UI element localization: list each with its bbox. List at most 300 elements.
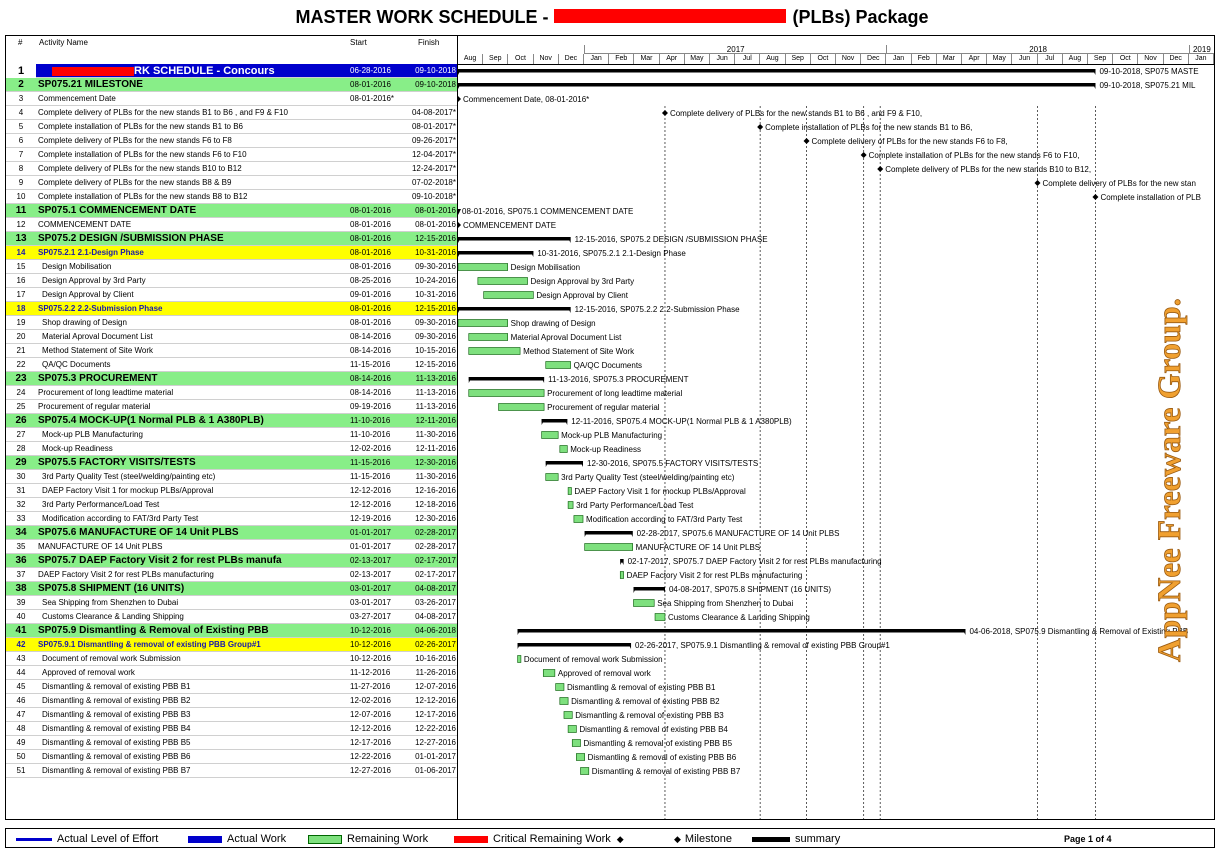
- finish-date: 09-10-2018*: [411, 192, 456, 201]
- activity-row[interactable]: [6, 680, 457, 694]
- schedule-title: [0, 0, 1224, 34]
- finish-date: 08-01-2017*: [411, 122, 456, 131]
- finish-date: 03-26-2017: [415, 598, 456, 607]
- bar-label: MANUFACTURE OF 14 Unit PLBS: [635, 543, 761, 552]
- finish-date: 10-16-2016: [415, 654, 456, 663]
- bar-label: Shop drawing of Design: [510, 319, 596, 328]
- activity-row[interactable]: [6, 92, 457, 106]
- start-date: 12-12-2016: [350, 724, 391, 733]
- activity-row[interactable]: [6, 624, 457, 638]
- bar-label: 04-06-2018, SP075.9 Dismantling & Removal of Existing PBB: [969, 627, 1189, 636]
- activity-row[interactable]: [6, 484, 457, 498]
- finish-date: 09-30-2016: [415, 262, 456, 271]
- bar-label: DAEP Factory Visit 1 for mockup PLBs/Approval: [574, 487, 746, 496]
- milestone-diamond[interactable]: [662, 110, 668, 116]
- finish-date: 04-08-2017: [415, 612, 456, 621]
- start-date: 12-27-2016: [350, 766, 391, 775]
- legend-milestone-label: Milestone: [684, 833, 732, 845]
- finish-date: 10-31-2016: [415, 290, 456, 299]
- row-number: 26: [15, 415, 27, 426]
- timeline-month: Nov: [836, 54, 861, 64]
- bar-label: 09-10-2018, SP075 MASTE: [1099, 67, 1199, 76]
- activity-row[interactable]: [6, 554, 457, 568]
- column-number-header[interactable]: #: [18, 38, 23, 47]
- row-number: 5: [18, 122, 24, 131]
- activity-name: Complete installation of PLBs for the new stands B8 to B12: [38, 192, 248, 201]
- bar-label: Sea Shipping from Shenzhen to Dubai: [657, 599, 794, 608]
- activity-row[interactable]: [6, 610, 457, 624]
- activity-row[interactable]: [6, 372, 457, 386]
- start-date: 08-01-2016*: [350, 94, 395, 103]
- activity-name: MANUFACTURE OF 14 Unit PLBS: [38, 542, 163, 551]
- start-date: 08-01-2016: [350, 80, 391, 89]
- summary-bar[interactable]: [458, 83, 1095, 87]
- activity-name: Dismantling & removal of existing PBB B7: [42, 766, 191, 775]
- timeline-month: Dec: [559, 54, 584, 64]
- summary-bar[interactable]: [458, 237, 571, 241]
- activity-row[interactable]: [6, 568, 457, 582]
- row-number: 41: [15, 625, 27, 636]
- bar-label: 12-11-2016, SP075.4 MOCK-UP(1 Normal PLB & 1 A380PLB): [571, 417, 792, 426]
- finish-date: 08-01-2016: [415, 206, 456, 215]
- finish-date: 09-30-2016: [415, 332, 456, 341]
- activity-row[interactable]: [6, 260, 457, 274]
- row-number: 9: [18, 178, 24, 187]
- timeline-month: Aug: [760, 54, 785, 64]
- row-number: 13: [15, 233, 27, 244]
- start-date: 09-19-2016: [350, 402, 391, 411]
- remaining-work-bar[interactable]: [469, 334, 508, 341]
- activity-row[interactable]: [6, 232, 457, 246]
- activity-name: Design Mobilisation: [42, 262, 112, 271]
- remaining-work-bar[interactable]: [620, 572, 623, 579]
- activity-row[interactable]: [6, 204, 457, 218]
- activity-row[interactable]: [6, 218, 457, 232]
- legend-critical-remaining-swatch: [454, 836, 488, 843]
- timeline-month: Nov: [1138, 54, 1163, 64]
- remaining-work-bar[interactable]: [518, 656, 521, 663]
- activity-name: SP075.9 Dismantling & Removal of Existing PBB: [38, 625, 269, 636]
- finish-date: 10-31-2016: [415, 248, 456, 257]
- bar-label: Dismantling & removal of existing PBB B2: [571, 697, 720, 706]
- legend: [5, 828, 1215, 848]
- activity-name: Complete installation of PLBs for the new stands F6 to F10: [38, 150, 247, 159]
- bar-label: 08-01-2016, SP075.1 COMMENCEMENT DATE: [462, 207, 634, 216]
- activity-name: Dismantling & removal of existing PBB B6: [42, 752, 191, 761]
- finish-date: 09-26-2017*: [411, 136, 456, 145]
- activity-row[interactable]: [6, 582, 457, 596]
- column-finish-header[interactable]: Finish: [418, 38, 440, 47]
- timeline-month: Sep: [786, 54, 811, 64]
- start-date: 08-01-2016: [350, 304, 391, 313]
- summary-bar[interactable]: [634, 587, 665, 591]
- bar-label: 11-13-2016, SP075.3 PROCUREMENT: [548, 375, 689, 384]
- remaining-work-bar[interactable]: [546, 474, 558, 481]
- timeline-month: Jun: [710, 54, 735, 64]
- activity-row[interactable]: [6, 120, 457, 134]
- summary-bar[interactable]: [469, 377, 544, 381]
- finish-date: 12-17-2016: [415, 710, 456, 719]
- timeline-month: Jan: [886, 54, 911, 64]
- finish-date: 02-17-2017: [415, 556, 456, 565]
- start-date: 11-15-2016: [350, 360, 391, 369]
- bar-label: 02-17-2017, SP075.7 DAEP Factory Visit 2 for rest PLBs manufacturing: [627, 557, 882, 566]
- activity-name: DAEP Factory Visit 1 for mockup PLBs/Approval: [42, 486, 214, 495]
- activity-row[interactable]: [6, 694, 457, 708]
- activity-name: SP075.2.1 2.1-Design Phase: [38, 248, 144, 257]
- bar-label: Commencement Date, 08-01-2016*: [463, 95, 590, 104]
- row-number: 34: [15, 527, 27, 538]
- bar-label: Dismantling & removal of existing PBB B1: [566, 683, 716, 692]
- row-number: 18: [16, 304, 26, 313]
- bar-label: 04-08-2017, SP075.8 SHIPMENT (16 UNITS): [668, 585, 832, 594]
- activity-row[interactable]: [6, 274, 457, 288]
- row-number: 28: [16, 444, 26, 453]
- activity-row[interactable]: [6, 162, 457, 176]
- summary-bar[interactable]: [546, 461, 583, 465]
- remaining-work-bar[interactable]: [556, 684, 564, 691]
- finish-date: 12-11-2016: [415, 416, 456, 425]
- activity-row[interactable]: [6, 428, 457, 442]
- bar-label: Complete installation of PLBs for the new stands B1 to B6,: [765, 123, 973, 132]
- activity-name: Complete delivery of PLBs for the new stands B8 & B9: [38, 178, 232, 187]
- bar-label: 3rd Party Quality Test (steel/welding/painting etc): [561, 473, 735, 482]
- column-activity-header[interactable]: Activity Name: [39, 38, 88, 47]
- redaction-mark: [554, 9, 786, 23]
- bar-label: 12-15-2016, SP075.2.2 2.2-Submission Phase: [574, 305, 740, 314]
- summary-bar[interactable]: [458, 307, 571, 311]
- activity-row[interactable]: [6, 736, 457, 750]
- milestone-diamond[interactable]: [877, 166, 883, 172]
- activity-name: Dismantling & removal of existing PBB B4: [42, 724, 191, 733]
- finish-date: 02-28-2017: [415, 528, 456, 537]
- row-number: 16: [16, 276, 26, 285]
- page-indicator: Page 1 of 4: [1064, 834, 1112, 844]
- legend-actual-effort-swatch: [16, 838, 52, 841]
- legend-summary-swatch: [752, 837, 790, 842]
- activity-row[interactable]: [6, 652, 457, 666]
- activity-name: Shop drawing of Design: [42, 318, 127, 327]
- finish-date: 12-11-2016: [415, 444, 456, 453]
- activity-row[interactable]: [6, 470, 457, 484]
- activity-name: SP075.9.1 Dismantling & removal of existing PBB Group#1: [38, 640, 261, 649]
- row-number: 49: [16, 738, 26, 747]
- activity-row[interactable]: [6, 246, 457, 260]
- row-number: 24: [16, 388, 26, 397]
- legend-actual-effort-label: Actual Level of Effort: [57, 833, 159, 845]
- activity-name: QA/QC Documents: [42, 360, 111, 369]
- remaining-work-bar[interactable]: [568, 502, 573, 509]
- activity-name: Design Approval by 3rd Party: [42, 276, 146, 285]
- activity-row[interactable]: [6, 358, 457, 372]
- remaining-work-bar[interactable]: [572, 740, 580, 747]
- bar-label: Design Approval by Client: [536, 291, 628, 300]
- activity-row[interactable]: [6, 708, 457, 722]
- finish-date: 09-10-2018: [415, 80, 456, 89]
- activity-name: Complete delivery of PLBs for the new stands F6 to F8: [38, 136, 232, 145]
- row-number: 36: [15, 555, 27, 566]
- remaining-work-bar[interactable]: [469, 348, 520, 355]
- activity-name: Complete delivery of PLBs for the new stands B10 to B12: [38, 164, 242, 173]
- activity-row[interactable]: [6, 414, 457, 428]
- activity-name: SP075.8 SHIPMENT (16 UNITS): [38, 583, 185, 594]
- start-date: 11-27-2016: [350, 682, 391, 691]
- bar-label: 12-30-2016, SP075.5 FACTORY VISITS/TESTS: [587, 459, 759, 468]
- finish-date: 02-17-2017: [415, 570, 456, 579]
- bar-label: Method Statement of Site Work: [523, 347, 635, 356]
- row-number: 43: [16, 654, 26, 663]
- start-date: 12-19-2016: [350, 514, 391, 523]
- row-number: 44: [16, 668, 26, 677]
- row-number: 48: [16, 724, 26, 733]
- start-date: 03-01-2017: [350, 584, 391, 593]
- title-prefix: MASTER WORK SCHEDULE -: [295, 7, 554, 27]
- activity-name: SP075.7 DAEP Factory Visit 2 for rest PLBs manufa: [38, 555, 282, 566]
- activity-row[interactable]: [6, 498, 457, 512]
- row-number: 38: [15, 583, 27, 594]
- bar-label: Modification according to FAT/3rd Party Test: [586, 515, 743, 524]
- bar-label: Complete delivery of PLBs for the new stands B1 to B6 , and F9 & F10,: [669, 109, 923, 118]
- legend-remaining-work-swatch: [308, 835, 342, 844]
- milestone-diamond[interactable]: [861, 152, 867, 158]
- row-number: 39: [16, 598, 26, 607]
- bar-label: Material Aproval Document List: [510, 333, 622, 342]
- start-date: 08-14-2016: [350, 374, 391, 383]
- bar-label: Procurement of long leadtime material: [547, 389, 683, 398]
- activity-row[interactable]: [6, 386, 457, 400]
- timeline-month: Jan: [584, 54, 609, 64]
- start-date: 06-28-2016: [350, 66, 391, 75]
- row-number: 22: [16, 360, 26, 369]
- timeline-month: Aug: [1063, 54, 1088, 64]
- finish-date: 08-01-2016: [415, 220, 456, 229]
- title-suffix: (PLBs) Package: [787, 7, 929, 27]
- timeline-month: Jun: [1012, 54, 1037, 64]
- remaining-work-bar[interactable]: [478, 278, 528, 285]
- timeline-month: Oct: [811, 54, 836, 64]
- finish-date: 10-24-2016: [415, 276, 456, 285]
- finish-date: 12-15-2016: [415, 360, 456, 369]
- remaining-work-bar[interactable]: [546, 362, 571, 369]
- row-number: 1: [6, 64, 36, 78]
- bar-label: Complete delivery of PLBs for the new stands B10 to B12,: [885, 165, 1092, 174]
- watermark-text: AppNee Freeware Group.: [1152, 298, 1188, 662]
- legend-summary-label: summary: [795, 833, 841, 845]
- milestone-diamond[interactable]: [458, 96, 461, 102]
- activity-name-text: RK SCHEDULE - Concours: [134, 65, 275, 77]
- remaining-work-bar[interactable]: [499, 404, 545, 411]
- milestone-diamond[interactable]: [1035, 180, 1041, 186]
- start-date: 11-12-2016: [350, 668, 391, 677]
- finish-date: 02-28-2017: [415, 542, 456, 551]
- start-date: 03-01-2017: [350, 598, 391, 607]
- start-date: 08-01-2016: [350, 248, 391, 257]
- start-date: 12-22-2016: [350, 752, 391, 761]
- activity-row[interactable]: [6, 526, 457, 540]
- activity-row[interactable]: [6, 176, 457, 190]
- activity-row[interactable]: [6, 750, 457, 764]
- remaining-work-bar[interactable]: [484, 292, 534, 299]
- bar-label: Dismantling & removal of existing PBB B3: [575, 711, 724, 720]
- summary-bar[interactable]: [458, 69, 1095, 73]
- milestone-diamond[interactable]: [1092, 194, 1098, 200]
- watermark: [1144, 226, 1194, 666]
- finish-date: 11-13-2016: [415, 402, 456, 411]
- timeline-month: Apr: [660, 54, 685, 64]
- bar-label: Dismantling & removal of existing PBB B7: [591, 767, 741, 776]
- remaining-work-bar[interactable]: [574, 516, 583, 523]
- start-date: 12-12-2016: [350, 486, 391, 495]
- finish-date: 04-08-2017*: [411, 108, 456, 117]
- bar-label: Dismantling & removal of existing PBB B5: [583, 739, 733, 748]
- activity-row[interactable]: [6, 666, 457, 680]
- start-date: 02-13-2017: [350, 556, 391, 565]
- start-date: 02-13-2017: [350, 570, 391, 579]
- timeline-month: Jul: [735, 54, 760, 64]
- finish-date: 12-30-2016: [415, 514, 456, 523]
- start-date: 11-10-2016: [350, 416, 391, 425]
- activity-row[interactable]: [6, 344, 457, 358]
- activity-row[interactable]: [6, 78, 457, 92]
- diamond-icon: ◆: [616, 834, 624, 844]
- activity-row[interactable]: [6, 442, 457, 456]
- remaining-work-bar[interactable]: [568, 488, 571, 495]
- row-number: 21: [16, 346, 26, 355]
- bar-label: 02-28-2017, SP075.6 MANUFACTURE OF 14 Unit PLBS: [636, 529, 840, 538]
- summary-bar-cap[interactable]: [458, 209, 461, 215]
- timeline-month: May: [685, 54, 710, 64]
- row-number: 32: [16, 500, 26, 509]
- remaining-work-bar[interactable]: [581, 768, 589, 775]
- start-date: 12-17-2016: [350, 738, 391, 747]
- activity-row[interactable]: [6, 722, 457, 736]
- remaining-work-bar[interactable]: [560, 698, 568, 705]
- activity-row[interactable]: [6, 134, 457, 148]
- bar-label: Procurement of regular material: [547, 403, 660, 412]
- activity-row[interactable]: [6, 190, 457, 204]
- start-date: 10-12-2016: [350, 640, 391, 649]
- remaining-work-bar[interactable]: [469, 390, 544, 397]
- remaining-work-bar[interactable]: [542, 432, 559, 439]
- activity-row[interactable]: [6, 148, 457, 162]
- activity-row[interactable]: [6, 106, 457, 120]
- activity-name: SP075.6 MANUFACTURE OF 14 Unit PLBS: [38, 527, 239, 538]
- remaining-work-bar[interactable]: [576, 754, 584, 761]
- remaining-work-bar[interactable]: [634, 600, 655, 607]
- activity-row[interactable]: [6, 302, 457, 316]
- column-start-header[interactable]: Start: [350, 38, 367, 47]
- row-number: 45: [16, 682, 26, 691]
- activity-row[interactable]: [6, 512, 457, 526]
- row-number: 11: [15, 205, 27, 216]
- row-number: 14: [16, 248, 26, 257]
- summary-bar[interactable]: [518, 629, 966, 633]
- activity-name: [38, 64, 348, 78]
- row-number: 12: [16, 220, 26, 229]
- row-number: 20: [16, 332, 26, 341]
- activity-row[interactable]: [6, 596, 457, 610]
- timeline-month: Oct: [1113, 54, 1138, 64]
- activity-row[interactable]: [6, 456, 457, 470]
- remaining-work-bar[interactable]: [568, 726, 576, 733]
- activity-name: Mock-up Readiness: [42, 444, 113, 453]
- finish-date: 02-26-2017: [415, 640, 456, 649]
- start-date: 08-14-2016: [350, 346, 391, 355]
- activity-name: SP075.2 DESIGN /SUBMISSION PHASE: [38, 233, 224, 244]
- start-date: 12-12-2016: [350, 500, 391, 509]
- timeline-year: 2018: [886, 45, 1188, 54]
- remaining-work-bar[interactable]: [458, 264, 508, 271]
- finish-date: 12-24-2017*: [411, 164, 456, 173]
- start-date: 03-27-2017: [350, 612, 391, 621]
- activity-name: Design Approval by Client: [42, 290, 134, 299]
- summary-bar[interactable]: [458, 251, 533, 255]
- summary-bar[interactable]: [518, 643, 631, 647]
- activity-row[interactable]: [6, 288, 457, 302]
- activity-name: Material Aproval Document List: [42, 332, 153, 341]
- summary-bar[interactable]: [585, 531, 633, 535]
- start-date: 01-01-2017: [350, 528, 391, 537]
- activity-row[interactable]: [6, 316, 457, 330]
- milestone-diamond[interactable]: [804, 138, 810, 144]
- milestone-diamond[interactable]: [757, 124, 763, 130]
- activity-row[interactable]: [6, 540, 457, 554]
- finish-date: 12-07-2016: [415, 682, 456, 691]
- legend-remaining-work-label: Remaining Work: [347, 833, 429, 845]
- timeline-month: Dec: [861, 54, 886, 64]
- row-number: 6: [18, 136, 24, 145]
- activity-name: DAEP Factory Visit 2 for rest PLBs manufacturing: [38, 570, 214, 579]
- activity-row[interactable]: [6, 764, 457, 778]
- finish-date: 09-30-2016: [415, 318, 456, 327]
- bar-label: DAEP Factory Visit 2 for rest PLBs manufacturing: [626, 571, 803, 580]
- diamond-icon: ◆: [674, 834, 681, 844]
- bar-label: Complete installation of PLB: [1100, 193, 1201, 202]
- row-number: 3: [18, 94, 24, 103]
- remaining-work-bar[interactable]: [543, 670, 555, 677]
- finish-date: 12-12-2016: [415, 696, 456, 705]
- row-number: 47: [16, 710, 26, 719]
- activity-row[interactable]: [6, 400, 457, 414]
- activity-row[interactable]: [6, 330, 457, 344]
- milestone-diamond[interactable]: [458, 222, 461, 228]
- finish-date: 01-01-2017: [415, 752, 456, 761]
- activity-name: Complete installation of PLBs for the new stands B1 to B6: [38, 122, 244, 131]
- activity-name: Document of removal work Submission: [42, 654, 181, 663]
- bar-label: Dismantling & removal of existing PBB B4: [579, 725, 728, 734]
- timeline-month: Mar: [634, 54, 659, 64]
- row-number: 35: [16, 542, 26, 551]
- remaining-work-bar[interactable]: [655, 614, 665, 621]
- legend-actual-work-swatch: [188, 836, 222, 843]
- activity-name: Procurement of long leadtime material: [38, 388, 174, 397]
- row-number: 23: [15, 373, 27, 384]
- bar-label: Document of removal work Submission: [523, 655, 663, 664]
- activity-name: Complete delivery of PLBs for the new stands B1 to B6 , and F9 & F10: [38, 108, 288, 117]
- column-header: [6, 36, 457, 65]
- activity-row[interactable]: [6, 64, 457, 78]
- remaining-work-bar[interactable]: [564, 712, 572, 719]
- bar-label: 12-15-2016, SP075.2 DESIGN /SUBMISSION PHASE: [574, 235, 768, 244]
- timeline-month: Feb: [912, 54, 937, 64]
- summary-bar[interactable]: [542, 419, 568, 423]
- activity-row[interactable]: [6, 638, 457, 652]
- remaining-work-bar[interactable]: [560, 446, 567, 453]
- finish-date: 11-26-2016: [415, 668, 456, 677]
- remaining-work-bar[interactable]: [458, 320, 508, 327]
- start-date: 10-12-2016: [350, 654, 391, 663]
- remaining-work-bar[interactable]: [585, 544, 633, 551]
